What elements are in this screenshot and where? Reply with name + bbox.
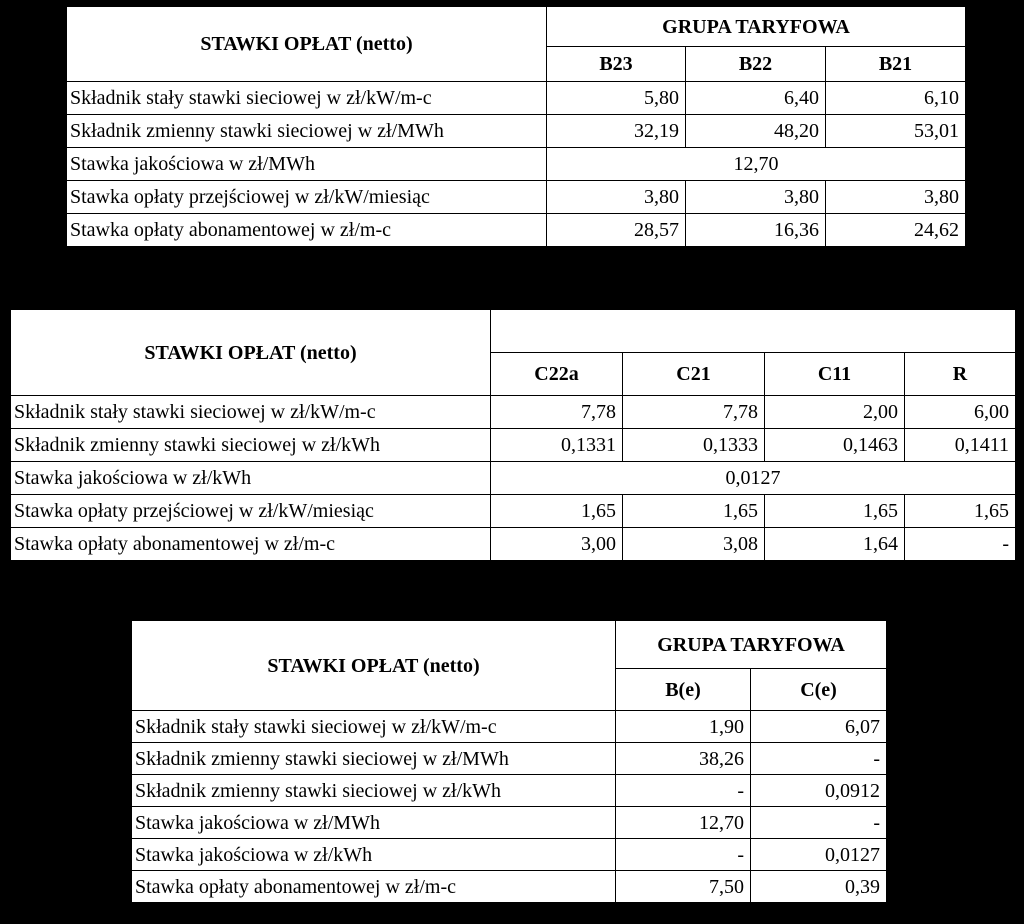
tariff-table-c [10, 309, 1016, 561]
row-label: Składnik zmienny stawki sieciowej w zł/MWh [132, 743, 616, 775]
row-label: Stawka opłaty abonamentowej w zł/m-c [132, 871, 616, 903]
table-row [11, 462, 1016, 495]
column-header: C(e) [751, 669, 887, 711]
cell-value: 0,1463 [765, 429, 905, 462]
cell-value: 38,26 [616, 743, 751, 775]
cell-value: 32,19 [547, 115, 686, 148]
table-row [67, 214, 966, 247]
cell-value: - [616, 839, 751, 871]
cell-value: 0,1411 [905, 429, 1016, 462]
cell-value: 16,36 [686, 214, 826, 247]
table-row [11, 429, 1016, 462]
table-title: STAWKI OPŁAT (netto) [67, 7, 547, 82]
cell-value: 6,00 [905, 396, 1016, 429]
cell-value: 7,78 [491, 396, 623, 429]
row-label: Stawka opłaty przejściowej w zł/kW/miesiąc [67, 181, 547, 214]
row-label: Składnik zmienny stawki sieciowej w zł/kWh [11, 429, 491, 462]
table-row [132, 743, 887, 775]
column-header: R [905, 353, 1016, 396]
row-label: Stawka opłaty abonamentowej w zł/m-c [67, 214, 547, 247]
cell-value: 1,64 [765, 528, 905, 561]
cell-value: 0,1331 [491, 429, 623, 462]
header-row [67, 7, 966, 47]
table-row [11, 396, 1016, 429]
cell-value: 1,65 [623, 495, 765, 528]
table-row [67, 181, 966, 214]
cell-value: 7,78 [623, 396, 765, 429]
cell-value: 0,1333 [623, 429, 765, 462]
row-label: Stawka jakościowa w zł/MWh [132, 807, 616, 839]
row-label: Stawka opłaty abonamentowej w zł/m-c [11, 528, 491, 561]
cell-value: 2,00 [765, 396, 905, 429]
table-title: STAWKI OPŁAT (netto) [132, 621, 616, 711]
row-label: Składnik stały stawki sieciowej w zł/kW/m-c [67, 82, 547, 115]
row-label: Stawka opłaty przejściowej w zł/kW/miesiąc [11, 495, 491, 528]
cell-value: - [616, 775, 751, 807]
cell-value: 5,80 [547, 82, 686, 115]
cell-value: 3,80 [686, 181, 826, 214]
merged-cell-value: 12,70 [547, 148, 966, 181]
tariff-table-b [66, 6, 966, 247]
cell-value: 0,0127 [751, 839, 887, 871]
cell-value: 28,57 [547, 214, 686, 247]
merged-cell-value: 0,0127 [491, 462, 1016, 495]
table-title: STAWKI OPŁAT (netto) [11, 310, 491, 396]
cell-value: 53,01 [826, 115, 966, 148]
row-label: Stawka jakościowa w zł/kWh [11, 462, 491, 495]
cell-value: 3,00 [491, 528, 623, 561]
column-header: C11 [765, 353, 905, 396]
cell-value: 7,50 [616, 871, 751, 903]
cell-value: 1,65 [765, 495, 905, 528]
row-label: Składnik stały stawki sieciowej w zł/kW/m-c [11, 396, 491, 429]
table-row [132, 871, 887, 903]
table-row [132, 775, 887, 807]
table-row [67, 148, 966, 181]
cell-value: 12,70 [616, 807, 751, 839]
table-row [11, 495, 1016, 528]
cell-value: 1,90 [616, 711, 751, 743]
column-header: C21 [623, 353, 765, 396]
tariff-table-e [131, 620, 887, 903]
cell-value: 24,62 [826, 214, 966, 247]
row-label: Składnik zmienny stawki sieciowej w zł/MWh [67, 115, 547, 148]
column-header: B21 [826, 47, 966, 82]
cell-value: 6,40 [686, 82, 826, 115]
column-header: B22 [686, 47, 826, 82]
cell-value: 3,08 [623, 528, 765, 561]
group-header: GRUPA TARYFOWA [547, 7, 966, 47]
row-label: Składnik stały stawki sieciowej w zł/kW/m-c [132, 711, 616, 743]
table-row [67, 115, 966, 148]
row-label: Stawka jakościowa w zł/kWh [132, 839, 616, 871]
column-header: B(e) [616, 669, 751, 711]
cell-value: - [751, 807, 887, 839]
cell-value: - [905, 528, 1016, 561]
header-row [11, 310, 1016, 353]
cell-value: 6,10 [826, 82, 966, 115]
cell-value: 0,0912 [751, 775, 887, 807]
header-row [132, 621, 887, 669]
table-row [132, 711, 887, 743]
table-row [67, 82, 966, 115]
table-row [132, 839, 887, 871]
table-row [132, 807, 887, 839]
cell-value: 3,80 [547, 181, 686, 214]
row-label: Składnik zmienny stawki sieciowej w zł/kWh [132, 775, 616, 807]
cell-value: 0,39 [751, 871, 887, 903]
cell-value: 3,80 [826, 181, 966, 214]
cell-value: 1,65 [905, 495, 1016, 528]
cell-value: - [751, 743, 887, 775]
column-header: C22a [491, 353, 623, 396]
group-header: GRUPA TARYFOWA [616, 621, 887, 669]
cell-value: 48,20 [686, 115, 826, 148]
row-label: Stawka jakościowa w zł/MWh [67, 148, 547, 181]
cell-value: 6,07 [751, 711, 887, 743]
cell-value: 1,65 [491, 495, 623, 528]
group-header [491, 310, 1016, 353]
table-row [11, 528, 1016, 561]
column-header: B23 [547, 47, 686, 82]
